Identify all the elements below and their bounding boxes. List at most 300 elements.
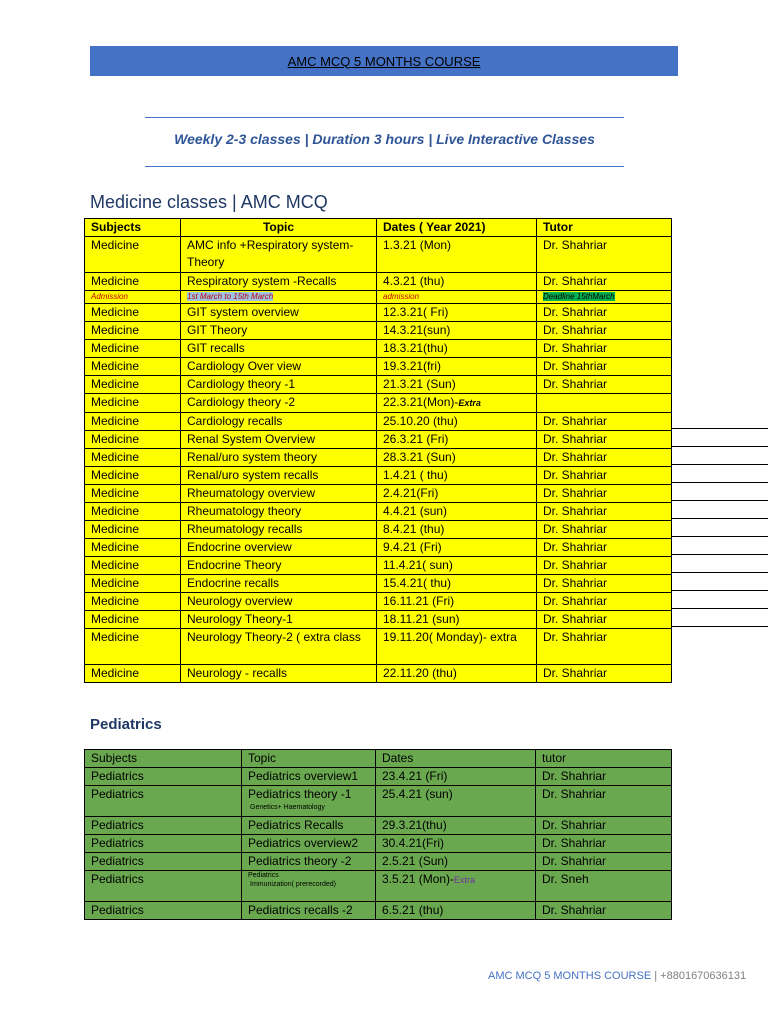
- tutor-cell-text: Dr. Shahriar: [543, 323, 608, 337]
- pediatrics-heading: Pediatrics: [90, 716, 162, 733]
- tutor-cell: [537, 431, 672, 449]
- subject-cell-text: Pediatrics: [91, 854, 144, 868]
- side-rule: [671, 536, 768, 537]
- topic-cell: [242, 871, 376, 902]
- tutor-cell-text: Dr. Shahriar: [543, 341, 608, 355]
- subject-cell-text: Medicine: [91, 341, 140, 355]
- date-cell: [376, 902, 536, 920]
- tutor-cell-text: Dr. Shahriar: [542, 854, 607, 868]
- topic-cell-text: Endocrine Theory: [187, 558, 282, 572]
- date-cell-text: 6.5.21 (thu): [382, 903, 444, 917]
- tutor-cell: [536, 768, 672, 786]
- topic-cell-text: Neurology Theory-2 ( extra class: [187, 630, 361, 644]
- side-rule: [671, 554, 768, 555]
- topic-cell-text: Rheumatology overview: [187, 486, 316, 500]
- date-cell: [377, 485, 537, 503]
- topic-cell-text: Cardiology recalls: [187, 414, 283, 428]
- topic-cell-text: Neurology overview: [187, 594, 293, 608]
- tutor-cell-text: Dr. Shahriar: [543, 630, 608, 644]
- subject-cell-text: Medicine: [91, 414, 140, 428]
- table-row: [85, 521, 672, 539]
- subject-cell-text: Medicine: [91, 238, 140, 252]
- bottom-rule: [145, 166, 624, 167]
- topic-cell: [181, 413, 377, 431]
- tutor-cell: [537, 394, 672, 413]
- topic-cell-text: AMC info +Respiratory system-Theory: [187, 238, 354, 269]
- table-row: [85, 575, 672, 593]
- topic-cell-text: Pediatrics Recalls: [248, 818, 344, 832]
- subject-cell-text: Medicine: [91, 576, 140, 590]
- tutor-cell-text: Dr. Shahriar: [542, 903, 607, 917]
- date-cell-text: 21.3.21 (Sun): [383, 377, 456, 391]
- admission-cell: [85, 291, 181, 304]
- table-row: [85, 593, 672, 611]
- tutor-cell-text: Dr. Shahriar: [543, 558, 608, 572]
- subject-cell-text: Medicine: [91, 504, 140, 518]
- date-cell: [376, 786, 536, 817]
- header-cell: tutor: [536, 750, 672, 768]
- tutor-cell: [536, 786, 672, 817]
- date-cell: [376, 871, 536, 902]
- subject-cell: [85, 340, 181, 358]
- tutor-cell-text: Dr. Shahriar: [543, 612, 608, 626]
- table-row: [85, 902, 672, 920]
- subject-cell-text: Medicine: [91, 468, 140, 482]
- pediatrics-schedule-table: [84, 749, 672, 920]
- subject-cell-text: Pediatrics: [91, 787, 144, 801]
- date-cell-text: 19.3.21(fri): [383, 359, 442, 373]
- banner-title: AMC MCQ 5 MONTHS COURSE: [287, 53, 481, 69]
- table-row: [85, 449, 672, 467]
- subject-cell-text: Pediatrics: [91, 769, 144, 783]
- tutor-cell-text: Dr. Shahriar: [543, 359, 608, 373]
- subject-cell-text: Medicine: [91, 522, 140, 536]
- tutor-cell: [537, 340, 672, 358]
- topic-cell-text: Renal/uro system recalls: [187, 468, 319, 482]
- footer-separator: |: [651, 970, 661, 982]
- subject-cell-text: Medicine: [91, 377, 140, 391]
- subject-cell: [85, 665, 181, 683]
- tutor-cell-text: Dr. Shahriar: [543, 522, 608, 536]
- date-cell-text: 19.11.20( Monday)- extra: [383, 630, 517, 644]
- topic-note: Immunization( prerecorded): [250, 881, 336, 888]
- subject-cell: [85, 413, 181, 431]
- date-cell: [377, 467, 537, 485]
- topic-cell: [181, 449, 377, 467]
- topic-cell: [181, 467, 377, 485]
- subject-cell-text: Medicine: [91, 323, 140, 337]
- topic-cell: [181, 485, 377, 503]
- tutor-cell-text: Dr. Shahriar: [543, 504, 608, 518]
- topic-cell-text: Neurology - recalls: [187, 666, 288, 680]
- table-row: [85, 557, 672, 575]
- date-cell: [377, 575, 537, 593]
- side-rule: [671, 500, 768, 501]
- subject-cell-text: Medicine: [91, 359, 140, 373]
- topic-cell: [181, 394, 377, 413]
- date-cell: [377, 394, 537, 413]
- date-cell-text: 9.4.21 (Fri): [383, 540, 442, 554]
- topic-cell: [181, 665, 377, 683]
- tutor-cell-text: Dr. Shahriar: [543, 274, 608, 288]
- subject-cell: [85, 503, 181, 521]
- date-cell: [377, 340, 537, 358]
- table-row: [85, 304, 672, 322]
- tutor-cell: [536, 902, 672, 920]
- date-cell: [377, 237, 537, 273]
- date-cell: [376, 817, 536, 835]
- tutor-cell-text: Dr. Shahriar: [543, 305, 608, 319]
- header-cell: Topic: [181, 219, 377, 237]
- topic-cell: [181, 521, 377, 539]
- subject-cell: [85, 768, 242, 786]
- date-cell-text: 22.3.21(Mon)-: [383, 395, 459, 409]
- topic-cell-text: Rheumatology recalls: [187, 522, 303, 536]
- topic-cell-text: Pediatrics overview1: [248, 769, 359, 783]
- topic-cell: [181, 629, 377, 665]
- deadline-cell-text: Deadline 15thMarch: [543, 292, 615, 301]
- topic-cell-text: Pediatrics theory -1: [248, 787, 352, 801]
- header-cell: Subjects: [85, 750, 242, 768]
- date-cell-text: 18.3.21(thu): [383, 341, 448, 355]
- side-rule: [671, 446, 768, 447]
- admission-cell-text: Admission: [91, 292, 128, 301]
- subject-cell-text: Medicine: [91, 630, 140, 644]
- topic-cell-text: Pediatrics theory -2: [248, 854, 352, 868]
- date-cell-text: 29.3.21(thu): [382, 818, 447, 832]
- subject-cell: [85, 521, 181, 539]
- tutor-cell: [537, 557, 672, 575]
- table-row: [85, 611, 672, 629]
- topic-cell-text: GIT recalls: [187, 341, 245, 355]
- admission-period-cell-text: 1st March to 15th March: [187, 292, 274, 301]
- tutor-cell: [537, 539, 672, 557]
- table-row: [85, 237, 672, 273]
- subject-cell: [85, 237, 181, 273]
- date-cell-text: 1.4.21 ( thu): [383, 468, 448, 482]
- subject-cell: [85, 817, 242, 835]
- page-footer: [488, 970, 746, 982]
- tutor-cell: [537, 358, 672, 376]
- tutor-cell-text: Dr. Shahriar: [543, 594, 608, 608]
- date-cell-text: 28.3.21 (Sun): [383, 450, 456, 464]
- date-cell: [377, 449, 537, 467]
- tutor-cell: [537, 322, 672, 340]
- subject-cell-text: Medicine: [91, 666, 140, 680]
- date-cell-text: 14.3.21(sun): [383, 323, 451, 337]
- date-cell-text: 2.4.21(Fri): [383, 486, 439, 500]
- date-cell: [377, 273, 537, 291]
- tutor-cell: [537, 575, 672, 593]
- side-rule: [671, 590, 768, 591]
- table-row: [85, 665, 672, 683]
- subject-cell: [85, 575, 181, 593]
- table-header-row: [85, 750, 672, 768]
- tutor-cell-text: Dr. Shahriar: [543, 377, 608, 391]
- topic-cell-text: GIT Theory: [187, 323, 248, 337]
- header-cell: Dates ( Year 2021): [377, 219, 537, 237]
- topic-cell: [242, 853, 376, 871]
- tutor-cell-text: Dr. Shahriar: [543, 238, 608, 252]
- tutor-cell-text: Dr. Shahriar: [543, 450, 608, 464]
- subject-cell-text: Medicine: [91, 558, 140, 572]
- topic-cell: [181, 358, 377, 376]
- header-cell: Dates: [376, 750, 536, 768]
- table-row: [85, 322, 672, 340]
- subject-cell: [85, 629, 181, 665]
- tutor-cell: [536, 853, 672, 871]
- table-row: [85, 273, 672, 291]
- side-rule: [671, 482, 768, 483]
- topic-cell: [181, 340, 377, 358]
- tutor-cell: [537, 304, 672, 322]
- tutor-cell: [537, 521, 672, 539]
- subject-cell: [85, 273, 181, 291]
- topic-cell: [181, 237, 377, 273]
- subject-cell: [85, 557, 181, 575]
- date-cell-text: 11.4.21( sun): [383, 558, 453, 572]
- tutor-cell-text: Dr. Shahriar: [543, 666, 608, 680]
- tutor-cell: [536, 871, 672, 902]
- tutor-cell: [537, 237, 672, 273]
- date-cell-text: 2.5.21 (Sun): [382, 854, 449, 868]
- subject-cell-text: Medicine: [91, 395, 140, 409]
- topic-cell: [181, 304, 377, 322]
- topic-cell-text: Renal System Overview: [187, 432, 316, 446]
- date-cell-text: 8.4.21 (thu): [383, 522, 445, 536]
- footer-phone: +8801670636131: [660, 970, 747, 982]
- table-row: [85, 485, 672, 503]
- table-row: [85, 786, 672, 817]
- topic-cell-text: Endocrine recalls: [187, 576, 280, 590]
- date-cell: [377, 431, 537, 449]
- date-cell: [377, 665, 537, 683]
- table-row: [85, 291, 672, 304]
- tutor-cell: [537, 273, 672, 291]
- subject-cell: [85, 449, 181, 467]
- tutor-cell: [537, 449, 672, 467]
- subject-cell-text: Pediatrics: [91, 903, 144, 917]
- date-cell: [377, 521, 537, 539]
- tutor-cell-text: Dr. Shahriar: [543, 432, 608, 446]
- side-rule: [671, 608, 768, 609]
- subject-cell: [85, 322, 181, 340]
- topic-cell-text: Cardiology theory -1: [187, 377, 296, 391]
- admission-label-cell-text: admission: [383, 292, 420, 301]
- table-header-row: [85, 219, 672, 237]
- table-row: [85, 871, 672, 902]
- date-cell-text: 26.3.21 (Fri): [383, 432, 449, 446]
- subject-cell: [85, 853, 242, 871]
- subject-cell-text: Pediatrics: [91, 872, 144, 886]
- tutor-cell: [537, 665, 672, 683]
- topic-cell-text: Respiratory system -Recalls: [187, 274, 337, 288]
- subject-cell: [85, 431, 181, 449]
- date-cell: [377, 593, 537, 611]
- tutor-cell-text: Dr. Shahriar: [542, 818, 607, 832]
- topic-cell: [242, 768, 376, 786]
- subject-cell: [85, 835, 242, 853]
- topic-cell: [242, 835, 376, 853]
- topic-cell: [181, 431, 377, 449]
- header-cell: Subjects: [85, 219, 181, 237]
- table-row: [85, 467, 672, 485]
- subject-cell: [85, 902, 242, 920]
- topic-cell: [181, 503, 377, 521]
- date-cell: [376, 835, 536, 853]
- date-cell-text: 3.5.21 (Mon)-: [382, 872, 455, 886]
- table-row: [85, 835, 672, 853]
- top-rule: [145, 117, 624, 118]
- subject-cell-text: Medicine: [91, 450, 140, 464]
- subject-cell: [85, 871, 242, 902]
- tutor-cell: [537, 503, 672, 521]
- date-cell-text: 22.11.20 (thu): [383, 666, 457, 680]
- tutor-cell: [537, 629, 672, 665]
- subject-cell: [85, 611, 181, 629]
- topic-cell-text: Endocrine overview: [187, 540, 292, 554]
- side-rule: [671, 464, 768, 465]
- subject-cell: [85, 394, 181, 413]
- topic-cell: [242, 902, 376, 920]
- tutor-cell-text: Dr. Shahriar: [543, 486, 608, 500]
- tutor-cell-text: Dr. Sneh: [542, 872, 589, 886]
- date-cell: [377, 304, 537, 322]
- tutor-cell-text: Dr. Shahriar: [543, 540, 608, 554]
- subject-cell: [85, 539, 181, 557]
- subject-cell-text: Pediatrics: [91, 836, 144, 850]
- table-row: [85, 358, 672, 376]
- topic-cell-text: Renal/uro system theory: [187, 450, 318, 464]
- date-cell-text: 25.4.21 (sun): [382, 787, 453, 801]
- date-cell-text: 18.11.21 (sun): [383, 612, 460, 626]
- topic-cell: [181, 557, 377, 575]
- date-cell-text: 30.4.21(Fri): [382, 836, 445, 850]
- tutor-cell: [537, 593, 672, 611]
- date-cell-text: 12.3.21( Fri): [383, 305, 449, 319]
- topic-cell: [181, 322, 377, 340]
- topic-cell-text: Neurology Theory-1: [187, 612, 293, 626]
- medicine-heading: Medicine classes | AMC MCQ: [90, 192, 328, 212]
- subject-cell-text: Medicine: [91, 432, 140, 446]
- deadline-cell: [537, 291, 672, 304]
- table-row: [85, 376, 672, 394]
- date-cell-text: 4.4.21 (sun): [383, 504, 448, 518]
- course-banner: [90, 46, 678, 76]
- tutor-cell: [537, 467, 672, 485]
- footer-course: AMC MCQ 5 MONTHS COURSE: [488, 970, 652, 982]
- date-cell: [377, 539, 537, 557]
- tutor-cell-text: Dr. Shahriar: [542, 769, 607, 783]
- date-cell-text: 16.11.21 (Fri): [383, 594, 455, 608]
- side-rule: [671, 572, 768, 573]
- topic-cell-text: GIT system overview: [187, 305, 299, 319]
- topic-cell: [181, 539, 377, 557]
- tutor-cell: [537, 485, 672, 503]
- tutor-cell: [536, 835, 672, 853]
- subject-cell-text: Medicine: [91, 612, 140, 626]
- subject-cell: [85, 304, 181, 322]
- table-row: [85, 431, 672, 449]
- tutor-cell-text: Dr. Shahriar: [543, 576, 608, 590]
- topic-note: Genetics+ Haematology: [250, 804, 325, 811]
- subject-cell: [85, 786, 242, 817]
- subject-cell-text: Medicine: [91, 274, 140, 288]
- tutor-cell: [536, 817, 672, 835]
- extra-label: Extra: [454, 875, 476, 885]
- topic-cell-text: Rheumatology theory: [187, 504, 302, 518]
- topic-cell-text: Cardiology Over view: [187, 359, 302, 373]
- tutor-cell-text: Dr. Shahriar: [542, 787, 607, 801]
- date-cell: [377, 376, 537, 394]
- subject-cell: [85, 485, 181, 503]
- tutor-cell-text: Dr. Shahriar: [543, 414, 608, 428]
- header-cell: Topic: [242, 750, 376, 768]
- subject-cell-text: Medicine: [91, 540, 140, 554]
- topic-cell: [242, 817, 376, 835]
- table-row: [85, 817, 672, 835]
- extra-label: Extra: [458, 398, 481, 408]
- topic-cell: [181, 273, 377, 291]
- tutor-cell: [537, 376, 672, 394]
- admission-label-cell: [377, 291, 537, 304]
- date-cell-text: 15.4.21( thu): [383, 576, 452, 590]
- date-cell-text: 1.3.21 (Mon): [383, 238, 452, 252]
- table-row: [85, 539, 672, 557]
- side-rule: [671, 626, 768, 627]
- topic-cell: [242, 786, 376, 817]
- tutor-cell: [537, 413, 672, 431]
- date-cell: [377, 322, 537, 340]
- table-row: [85, 340, 672, 358]
- tutor-cell-text: Dr. Shahriar: [543, 468, 608, 482]
- date-cell: [377, 557, 537, 575]
- subject-cell-text: Pediatrics: [91, 818, 144, 832]
- topic-cell: [181, 376, 377, 394]
- date-cell: [376, 853, 536, 871]
- table-row: [85, 629, 672, 665]
- table-row: [85, 768, 672, 786]
- topic-cell-text: Cardiology theory -2: [187, 395, 296, 409]
- topic-cell: [181, 575, 377, 593]
- date-cell: [377, 358, 537, 376]
- date-cell: [377, 503, 537, 521]
- subject-cell: [85, 467, 181, 485]
- date-cell-text: 23.4.21 (Fri): [382, 769, 448, 783]
- table-row: [85, 413, 672, 431]
- course-subtitle: Weekly 2-3 classes | Duration 3 hours | Live Interactive Classes: [174, 131, 595, 147]
- topic-cell: [181, 593, 377, 611]
- topic-cell: [181, 611, 377, 629]
- date-cell: [376, 768, 536, 786]
- subject-cell: [85, 593, 181, 611]
- topic-cell-text: Pediatrics: [248, 872, 279, 879]
- tutor-cell-text: Dr. Shahriar: [542, 836, 607, 850]
- topic-cell-text: Pediatrics recalls -2: [248, 903, 353, 917]
- date-cell-text: 4.3.21 (thu): [383, 274, 445, 288]
- header-cell: Tutor: [537, 219, 672, 237]
- subject-cell-text: Medicine: [91, 305, 140, 319]
- table-row: [85, 503, 672, 521]
- subject-cell-text: Medicine: [91, 486, 140, 500]
- date-cell: [377, 629, 537, 665]
- date-cell-text: 25.10.20 (thu): [383, 414, 458, 428]
- subject-cell: [85, 358, 181, 376]
- side-rule: [671, 518, 768, 519]
- medicine-schedule-table: [84, 218, 672, 683]
- subject-cell: [85, 376, 181, 394]
- topic-cell-text: Pediatrics overview2: [248, 836, 359, 850]
